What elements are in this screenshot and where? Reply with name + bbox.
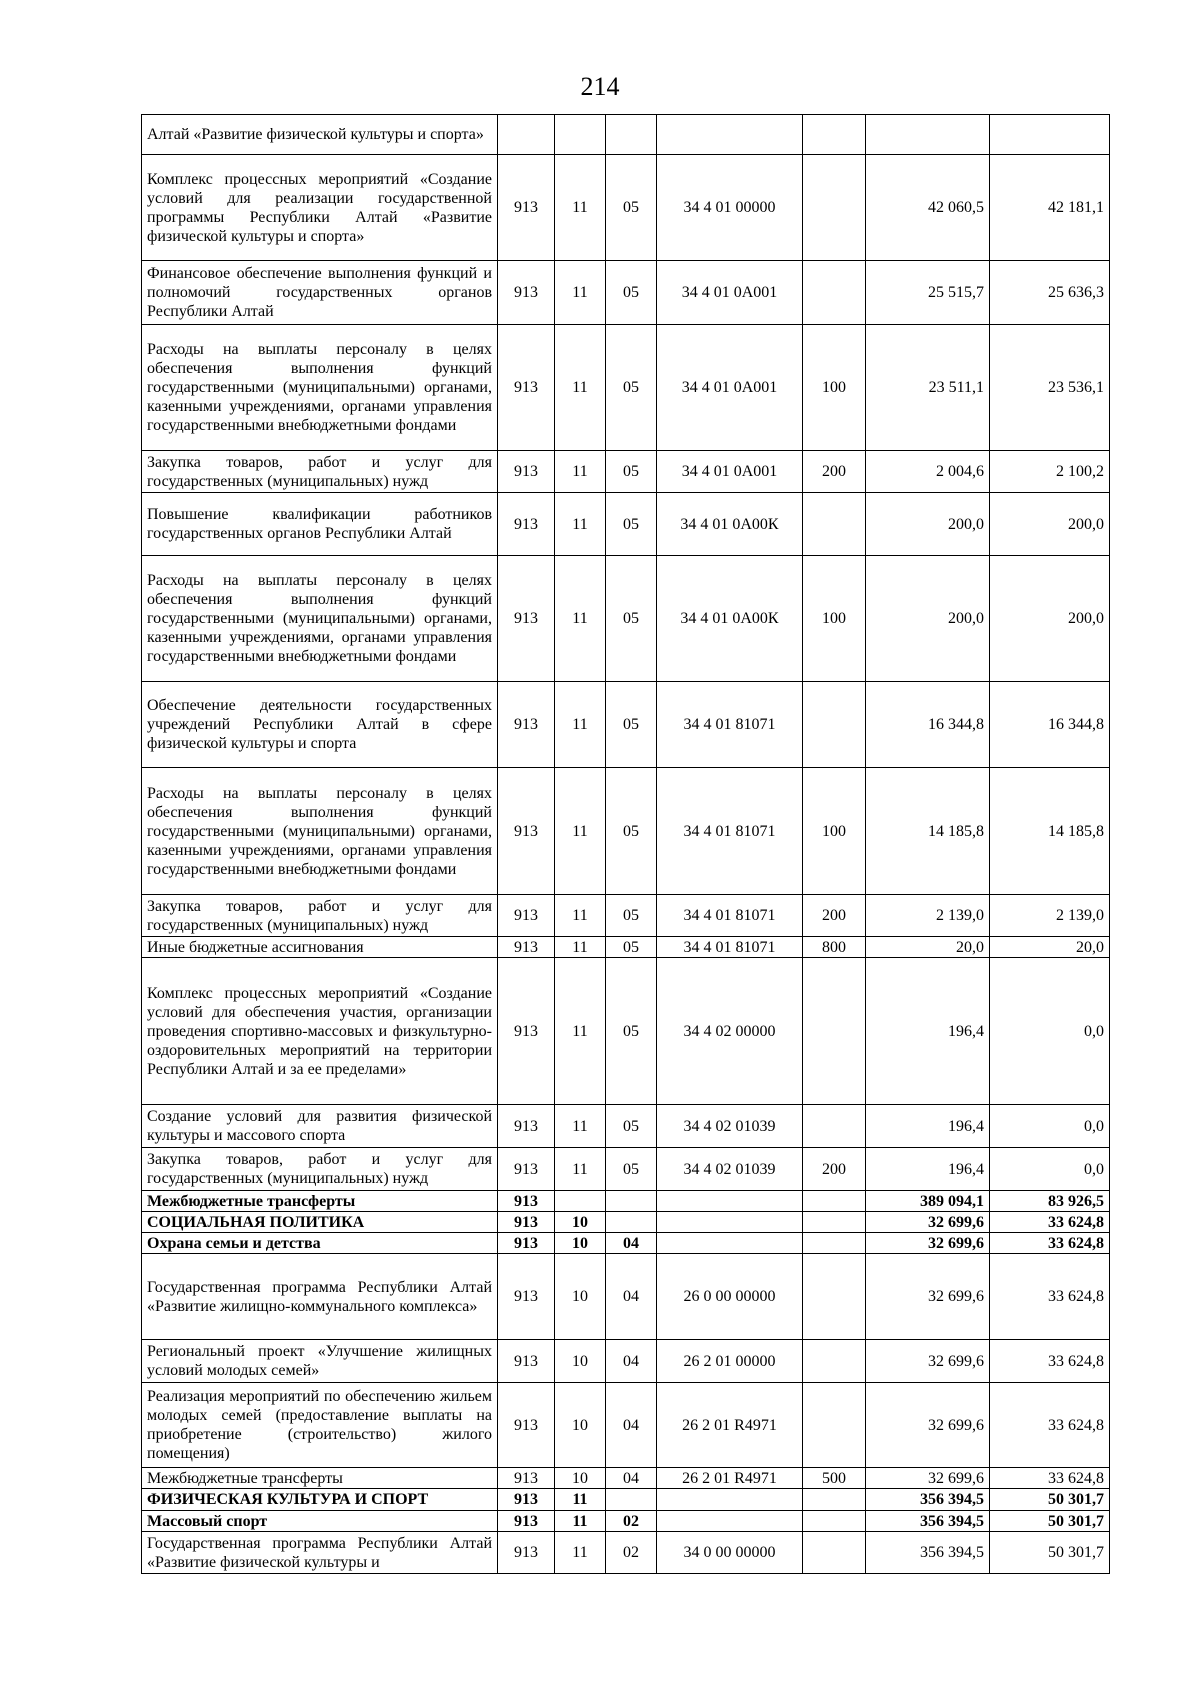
amount-year-1: 32 699,6 bbox=[866, 1383, 990, 1468]
amount-year-1: 196,4 bbox=[866, 958, 990, 1105]
amount-year-2 bbox=[990, 115, 1110, 155]
subsection-code: 05 bbox=[606, 768, 657, 895]
amount-year-1: 2 004,6 bbox=[866, 451, 990, 493]
ved-code: 913 bbox=[498, 1340, 555, 1383]
section-code: 11 bbox=[555, 958, 606, 1105]
table-row bbox=[142, 682, 1110, 768]
subsection-code: 04 bbox=[606, 1383, 657, 1468]
subsection-code: 05 bbox=[606, 556, 657, 682]
target-article-code: 34 4 01 0А001 bbox=[657, 451, 803, 493]
expense-type-code bbox=[803, 1191, 866, 1212]
section-code: 11 bbox=[555, 261, 606, 325]
amount-year-1: 32 699,6 bbox=[866, 1212, 990, 1233]
ved-code: 913 bbox=[498, 1254, 555, 1340]
target-article-code: 34 4 01 00000 bbox=[657, 155, 803, 261]
ved-code: 913 bbox=[498, 682, 555, 768]
section-code: 11 bbox=[555, 768, 606, 895]
amount-year-2: 2 139,0 bbox=[990, 895, 1110, 937]
row-name: Обеспечение деятельности государственных учреждений Республики Алтай в сфере физической культуры и спорта bbox=[142, 682, 498, 768]
table-row bbox=[142, 451, 1110, 493]
target-article-code: 34 4 01 81071 bbox=[657, 768, 803, 895]
section-code: 11 bbox=[555, 1105, 606, 1148]
expense-type-code bbox=[803, 958, 866, 1105]
row-name: Комплекс процессных мероприятий «Создание условий для обеспечения участия, организации проведения спортивно-массовых и физкультурно-оздоровительных мероприятий на территории Республики Алтай и за ее пределами» bbox=[142, 958, 498, 1105]
amount-year-2: 200,0 bbox=[990, 493, 1110, 556]
expense-type-code bbox=[803, 1532, 866, 1574]
target-article-code bbox=[657, 1511, 803, 1532]
expense-type-code: 100 bbox=[803, 556, 866, 682]
ved-code: 913 bbox=[498, 261, 555, 325]
amount-year-1: 23 511,1 bbox=[866, 325, 990, 451]
row-name: Расходы на выплаты персоналу в целях обеспечения выполнения функций государственными (муниципальными) органами, казенными учреждениями, органами управления государственными внебюджетными фондами bbox=[142, 325, 498, 451]
amount-year-1: 200,0 bbox=[866, 493, 990, 556]
ved-code: 913 bbox=[498, 1511, 555, 1532]
amount-year-2: 50 301,7 bbox=[990, 1511, 1110, 1532]
amount-year-1: 14 185,8 bbox=[866, 768, 990, 895]
ved-code: 913 bbox=[498, 325, 555, 451]
table-row bbox=[142, 937, 1110, 958]
target-article-code: 26 2 01 R4971 bbox=[657, 1468, 803, 1489]
amount-year-1: 2 139,0 bbox=[866, 895, 990, 937]
row-name: Закупка товаров, работ и услуг для государственных (муниципальных) нужд bbox=[142, 451, 498, 493]
table-row bbox=[142, 1212, 1110, 1233]
ved-code: 913 bbox=[498, 1191, 555, 1212]
amount-year-1: 356 394,5 bbox=[866, 1489, 990, 1511]
expense-type-code: 800 bbox=[803, 937, 866, 958]
expense-type-code bbox=[803, 1233, 866, 1254]
amount-year-1: 25 515,7 bbox=[866, 261, 990, 325]
ved-code: 913 bbox=[498, 556, 555, 682]
ved-code: 913 bbox=[498, 768, 555, 895]
row-name: ФИЗИЧЕСКАЯ КУЛЬТУРА И СПОРТ bbox=[142, 1489, 498, 1511]
amount-year-1: 196,4 bbox=[866, 1148, 990, 1191]
target-article-code: 34 4 01 81071 bbox=[657, 937, 803, 958]
ved-code: 913 bbox=[498, 1233, 555, 1254]
target-article-code bbox=[657, 1233, 803, 1254]
subsection-code: 04 bbox=[606, 1233, 657, 1254]
amount-year-1: 32 699,6 bbox=[866, 1233, 990, 1254]
table-row bbox=[142, 1191, 1110, 1212]
row-name: Межбюджетные трансферты bbox=[142, 1468, 498, 1489]
row-name: Межбюджетные трансферты bbox=[142, 1191, 498, 1212]
target-article-code bbox=[657, 1212, 803, 1233]
ved-code: 913 bbox=[498, 1532, 555, 1574]
target-article-code bbox=[657, 1489, 803, 1511]
row-name: Иные бюджетные ассигнования bbox=[142, 937, 498, 958]
row-name: Закупка товаров, работ и услуг для государственных (муниципальных) нужд bbox=[142, 1148, 498, 1191]
ved-code: 913 bbox=[498, 1212, 555, 1233]
amount-year-1: 32 699,6 bbox=[866, 1468, 990, 1489]
expense-type-code bbox=[803, 261, 866, 325]
section-code bbox=[555, 115, 606, 155]
table-row bbox=[142, 768, 1110, 895]
table-row bbox=[142, 556, 1110, 682]
table-row bbox=[142, 261, 1110, 325]
target-article-code: 34 4 01 0А00К bbox=[657, 493, 803, 556]
expense-type-code bbox=[803, 493, 866, 556]
expense-type-code bbox=[803, 155, 866, 261]
subsection-code: 02 bbox=[606, 1532, 657, 1574]
ved-code bbox=[498, 115, 555, 155]
section-code: 11 bbox=[555, 682, 606, 768]
target-article-code: 26 0 00 00000 bbox=[657, 1254, 803, 1340]
amount-year-2: 33 624,8 bbox=[990, 1233, 1110, 1254]
target-article-code: 26 2 01 00000 bbox=[657, 1340, 803, 1383]
row-name: Региональный проект «Улучшение жилищных условий молодых семей» bbox=[142, 1340, 498, 1383]
row-name: СОЦИАЛЬНАЯ ПОЛИТИКА bbox=[142, 1212, 498, 1233]
ved-code: 913 bbox=[498, 1468, 555, 1489]
subsection-code: 04 bbox=[606, 1340, 657, 1383]
row-name: Финансовое обеспечение выполнения функций и полномочий государственных органов Республики Алтай bbox=[142, 261, 498, 325]
subsection-code: 05 bbox=[606, 1148, 657, 1191]
amount-year-2: 14 185,8 bbox=[990, 768, 1110, 895]
target-article-code: 34 4 01 81071 bbox=[657, 895, 803, 937]
ved-code: 913 bbox=[498, 1383, 555, 1468]
budget-table bbox=[141, 114, 1110, 1574]
amount-year-2: 50 301,7 bbox=[990, 1532, 1110, 1574]
table-row bbox=[142, 1105, 1110, 1148]
section-code: 11 bbox=[555, 1148, 606, 1191]
target-article-code bbox=[657, 1191, 803, 1212]
section-code: 11 bbox=[555, 937, 606, 958]
row-name: Закупка товаров, работ и услуг для государственных (муниципальных) нужд bbox=[142, 895, 498, 937]
section-code: 10 bbox=[555, 1340, 606, 1383]
table-row bbox=[142, 325, 1110, 451]
subsection-code: 05 bbox=[606, 325, 657, 451]
amount-year-1 bbox=[866, 115, 990, 155]
ved-code: 913 bbox=[498, 493, 555, 556]
section-code: 11 bbox=[555, 1532, 606, 1574]
amount-year-1: 389 094,1 bbox=[866, 1191, 990, 1212]
target-article-code: 34 4 01 81071 bbox=[657, 682, 803, 768]
row-name: Повышение квалификации работников государственных органов Республики Алтай bbox=[142, 493, 498, 556]
subsection-code: 05 bbox=[606, 261, 657, 325]
expense-type-code: 200 bbox=[803, 895, 866, 937]
row-name: Создание условий для развития физической культуры и массового спорта bbox=[142, 1105, 498, 1148]
subsection-code: 02 bbox=[606, 1511, 657, 1532]
amount-year-2: 23 536,1 bbox=[990, 325, 1110, 451]
row-name: Охрана семьи и детства bbox=[142, 1233, 498, 1254]
target-article-code: 34 4 01 0А00К bbox=[657, 556, 803, 682]
row-name: Государственная программа Республики Алтай «Развитие жилищно-коммунального комплекса» bbox=[142, 1254, 498, 1340]
table-row bbox=[142, 1233, 1110, 1254]
amount-year-2: 33 624,8 bbox=[990, 1383, 1110, 1468]
amount-year-1: 196,4 bbox=[866, 1105, 990, 1148]
table-row bbox=[142, 895, 1110, 937]
amount-year-1: 16 344,8 bbox=[866, 682, 990, 768]
row-name: Алтай «Развитие физической культуры и спорта» bbox=[142, 115, 498, 155]
amount-year-2: 33 624,8 bbox=[990, 1340, 1110, 1383]
amount-year-2: 33 624,8 bbox=[990, 1254, 1110, 1340]
amount-year-2: 42 181,1 bbox=[990, 155, 1110, 261]
table-row bbox=[142, 1511, 1110, 1532]
section-code: 11 bbox=[555, 493, 606, 556]
expense-type-code: 200 bbox=[803, 1148, 866, 1191]
expense-type-code: 200 bbox=[803, 451, 866, 493]
ved-code: 913 bbox=[498, 1148, 555, 1191]
row-name: Реализация мероприятий по обеспечению жильем молодых семей (предоставление выплаты на приобретение (строительство) жилого помещения) bbox=[142, 1383, 498, 1468]
expense-type-code: 100 bbox=[803, 325, 866, 451]
subsection-code bbox=[606, 1212, 657, 1233]
subsection-code: 04 bbox=[606, 1468, 657, 1489]
expense-type-code bbox=[803, 1383, 866, 1468]
amount-year-2: 50 301,7 bbox=[990, 1489, 1110, 1511]
ved-code: 913 bbox=[498, 1489, 555, 1511]
table-body bbox=[142, 115, 1110, 1574]
table-row bbox=[142, 155, 1110, 261]
section-code: 10 bbox=[555, 1254, 606, 1340]
table-row bbox=[142, 1254, 1110, 1340]
ved-code: 913 bbox=[498, 937, 555, 958]
target-article-code: 34 4 02 01039 bbox=[657, 1105, 803, 1148]
table-row bbox=[142, 1468, 1110, 1489]
section-code: 10 bbox=[555, 1233, 606, 1254]
subsection-code: 04 bbox=[606, 1254, 657, 1340]
section-code: 11 bbox=[555, 155, 606, 261]
ved-code: 913 bbox=[498, 895, 555, 937]
target-article-code: 34 4 02 01039 bbox=[657, 1148, 803, 1191]
ved-code: 913 bbox=[498, 451, 555, 493]
amount-year-2: 200,0 bbox=[990, 556, 1110, 682]
table-row bbox=[142, 1383, 1110, 1468]
target-article-code bbox=[657, 115, 803, 155]
ved-code: 913 bbox=[498, 1105, 555, 1148]
subsection-code: 05 bbox=[606, 451, 657, 493]
table-row bbox=[142, 1532, 1110, 1574]
table-row bbox=[142, 115, 1110, 155]
expense-type-code bbox=[803, 682, 866, 768]
subsection-code bbox=[606, 115, 657, 155]
subsection-code bbox=[606, 1191, 657, 1212]
amount-year-1: 42 060,5 bbox=[866, 155, 990, 261]
subsection-code: 05 bbox=[606, 155, 657, 261]
table-row bbox=[142, 1148, 1110, 1191]
section-code: 10 bbox=[555, 1212, 606, 1233]
section-code: 11 bbox=[555, 1489, 606, 1511]
target-article-code: 34 4 02 00000 bbox=[657, 958, 803, 1105]
expense-type-code bbox=[803, 1212, 866, 1233]
target-article-code: 34 4 01 0А001 bbox=[657, 325, 803, 451]
subsection-code: 05 bbox=[606, 958, 657, 1105]
row-name: Расходы на выплаты персоналу в целях обеспечения выполнения функций государственными (муниципальными) органами, казенными учреждениями, органами управления государственными внебюджетными фондами bbox=[142, 556, 498, 682]
row-name: Расходы на выплаты персоналу в целях обеспечения выполнения функций государственными (муниципальными) органами, казенными учреждениями, органами управления государственными внебюджетными фондами bbox=[142, 768, 498, 895]
table-row bbox=[142, 1340, 1110, 1383]
amount-year-2: 2 100,2 bbox=[990, 451, 1110, 493]
expense-type-code bbox=[803, 1254, 866, 1340]
amount-year-1: 356 394,5 bbox=[866, 1511, 990, 1532]
amount-year-2: 20,0 bbox=[990, 937, 1110, 958]
subsection-code: 05 bbox=[606, 1105, 657, 1148]
section-code: 10 bbox=[555, 1468, 606, 1489]
row-name: Государственная программа Республики Алтай «Развитие физической культуры и bbox=[142, 1532, 498, 1574]
ved-code: 913 bbox=[498, 155, 555, 261]
amount-year-2: 25 636,3 bbox=[990, 261, 1110, 325]
ved-code: 913 bbox=[498, 958, 555, 1105]
section-code bbox=[555, 1191, 606, 1212]
expense-type-code bbox=[803, 1511, 866, 1532]
subsection-code: 05 bbox=[606, 937, 657, 958]
section-code: 10 bbox=[555, 1383, 606, 1468]
amount-year-1: 32 699,6 bbox=[866, 1340, 990, 1383]
amount-year-2: 0,0 bbox=[990, 1105, 1110, 1148]
expense-type-code bbox=[803, 115, 866, 155]
amount-year-1: 20,0 bbox=[866, 937, 990, 958]
subsection-code: 05 bbox=[606, 493, 657, 556]
target-article-code: 34 4 01 0А001 bbox=[657, 261, 803, 325]
table-row bbox=[142, 1489, 1110, 1511]
section-code: 11 bbox=[555, 1511, 606, 1532]
amount-year-2: 0,0 bbox=[990, 1148, 1110, 1191]
section-code: 11 bbox=[555, 325, 606, 451]
amount-year-1: 200,0 bbox=[866, 556, 990, 682]
row-name: Комплекс процессных мероприятий «Создание условий для реализации государственной программы Республики Алтай «Развитие физической культуры и спорта» bbox=[142, 155, 498, 261]
amount-year-1: 32 699,6 bbox=[866, 1254, 990, 1340]
target-article-code: 34 0 00 00000 bbox=[657, 1532, 803, 1574]
expense-type-code bbox=[803, 1489, 866, 1511]
section-code: 11 bbox=[555, 451, 606, 493]
row-name: Массовый спорт bbox=[142, 1511, 498, 1532]
subsection-code: 05 bbox=[606, 682, 657, 768]
expense-type-code: 500 bbox=[803, 1468, 866, 1489]
subsection-code: 05 bbox=[606, 895, 657, 937]
expense-type-code bbox=[803, 1340, 866, 1383]
amount-year-2: 33 624,8 bbox=[990, 1468, 1110, 1489]
amount-year-2: 33 624,8 bbox=[990, 1212, 1110, 1233]
amount-year-2: 83 926,5 bbox=[990, 1191, 1110, 1212]
section-code: 11 bbox=[555, 895, 606, 937]
amount-year-2: 16 344,8 bbox=[990, 682, 1110, 768]
amount-year-1: 356 394,5 bbox=[866, 1532, 990, 1574]
expense-type-code: 100 bbox=[803, 768, 866, 895]
expense-type-code bbox=[803, 1105, 866, 1148]
page-number: 214 bbox=[580, 72, 620, 101]
target-article-code: 26 2 01 R4971 bbox=[657, 1383, 803, 1468]
table-row bbox=[142, 493, 1110, 556]
table-row bbox=[142, 958, 1110, 1105]
subsection-code bbox=[606, 1489, 657, 1511]
section-code: 11 bbox=[555, 556, 606, 682]
amount-year-2: 0,0 bbox=[990, 958, 1110, 1105]
